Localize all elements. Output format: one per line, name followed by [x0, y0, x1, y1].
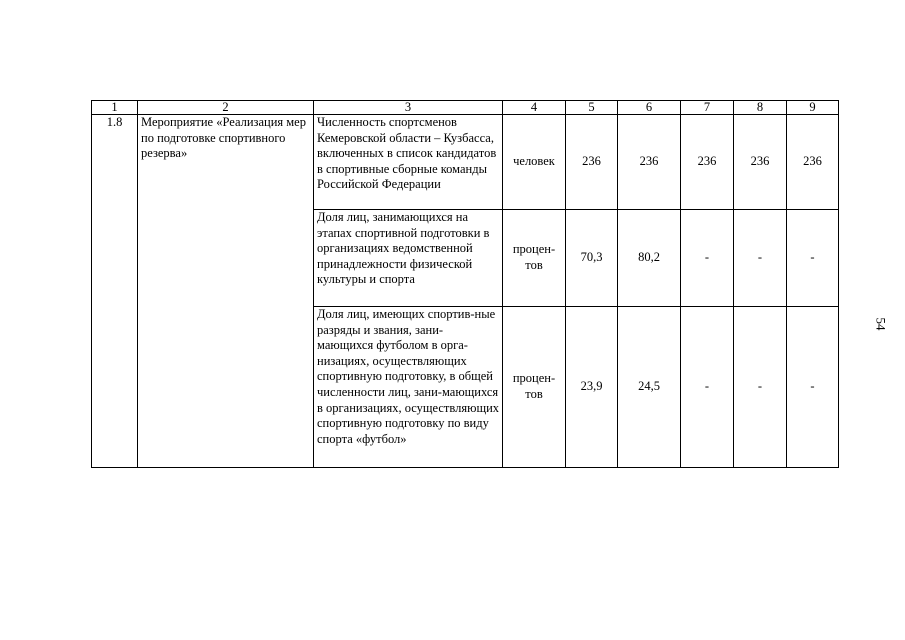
indicator-value: 236	[566, 115, 618, 210]
row-number: 1.8	[92, 115, 138, 468]
indicator-value: 236	[787, 115, 839, 210]
table-header-row	[92, 101, 839, 115]
indicator-value: -	[681, 307, 734, 468]
indicator-name: Численность спортсменов Кемеровской области – Кузбасса, включенных в список кандидатов в спортивные сборные команды Российской Федерации	[314, 115, 503, 210]
indicator-name: Доля лиц, имеющих спортив-ные разряды и звания, зани-мающихся футболом в орга-низациях, осуществляющих спортивную подготовку, в общей численности лиц, зани-мающихся в организациях, осуществляющих спортивную подготовку по виду спорта «футбол»	[314, 307, 503, 468]
indicator-value: 70,3	[566, 210, 618, 307]
header-cell: 6	[618, 101, 681, 115]
header-cell: 5	[566, 101, 618, 115]
indicator-unit: человек	[503, 115, 566, 210]
indicator-value: 236	[618, 115, 681, 210]
page-number: 54	[873, 317, 889, 331]
indicators-table	[91, 100, 839, 468]
indicator-value: 236	[681, 115, 734, 210]
header-cell: 7	[681, 101, 734, 115]
indicator-value: -	[734, 307, 787, 468]
table-row	[92, 115, 839, 210]
indicator-value: -	[681, 210, 734, 307]
indicator-unit: процен-тов	[503, 307, 566, 468]
indicator-value: 236	[734, 115, 787, 210]
indicator-value: -	[787, 210, 839, 307]
indicator-unit: процен-тов	[503, 210, 566, 307]
header-cell: 1	[92, 101, 138, 115]
header-cell: 4	[503, 101, 566, 115]
indicator-name: Доля лиц, занимающихся на этапах спортивной подготовки в организациях ведомственной принадлежности физической культуры и спорта	[314, 210, 503, 307]
indicator-value: -	[734, 210, 787, 307]
indicator-value: 23,9	[566, 307, 618, 468]
indicator-value: 80,2	[618, 210, 681, 307]
header-cell: 9	[787, 101, 839, 115]
header-cell: 2	[138, 101, 314, 115]
indicator-value: 24,5	[618, 307, 681, 468]
indicator-value: -	[787, 307, 839, 468]
header-cell: 8	[734, 101, 787, 115]
header-cell: 3	[314, 101, 503, 115]
event-name: Мероприятие «Реализация мер по подготовке спортивного резерва»	[138, 115, 314, 468]
